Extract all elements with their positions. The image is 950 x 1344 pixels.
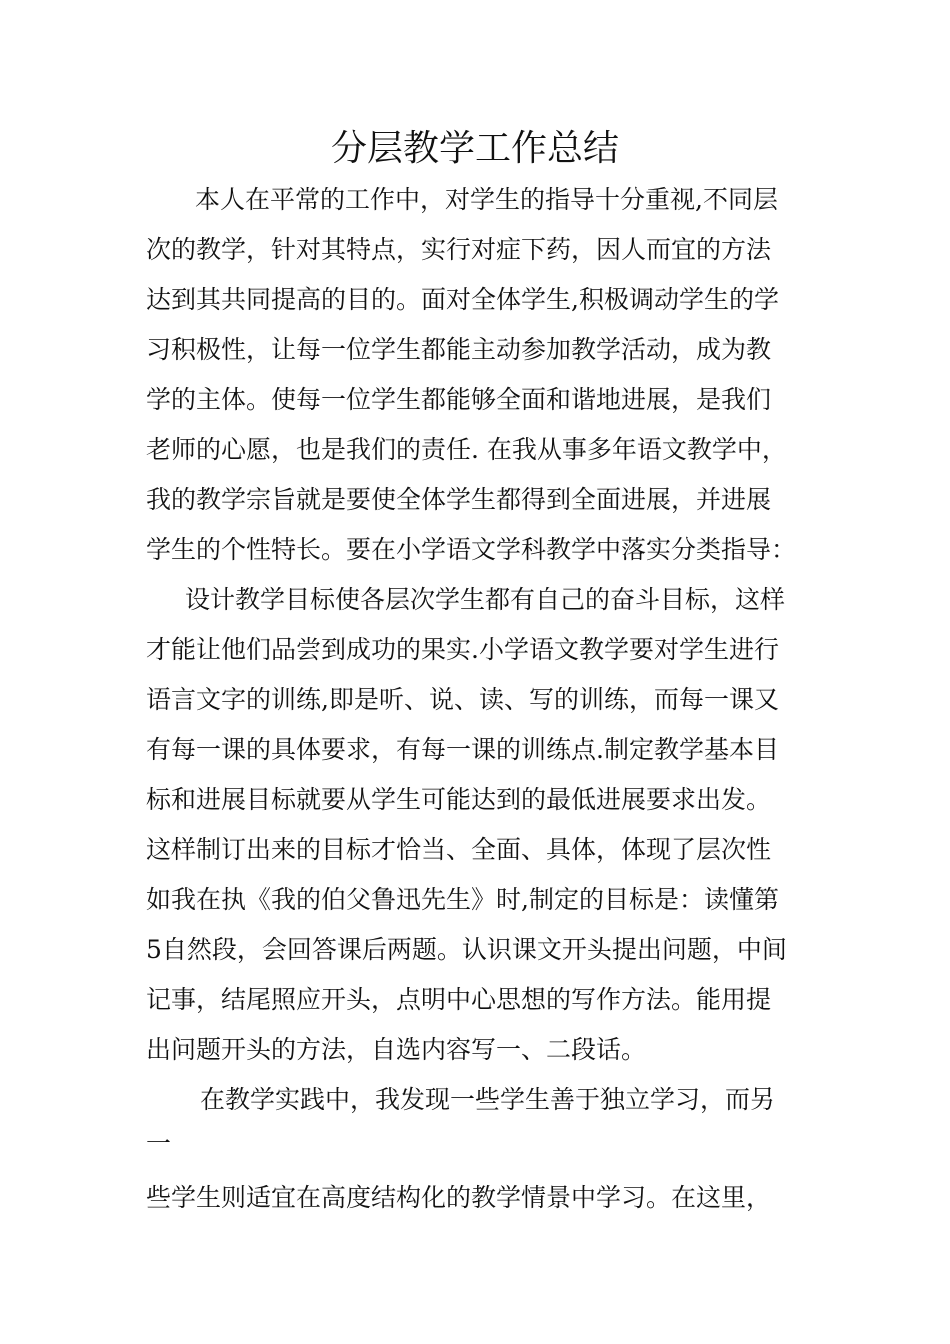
paragraph-line: 语言文字的训练,即是听、说、读、写的训练，而每一课又 (146, 685, 779, 714)
paragraph-line: 些学生则适宜在高度结构化的教学情景中学习。在这里， (146, 1183, 772, 1212)
paragraph-line: 我的教学宗旨就是要使全体学生都得到全面进展，并进展 (146, 485, 772, 514)
paragraph-line: 本人在平常的工作中，对学生的指导十分重视,不同层 (195, 185, 778, 214)
paragraph-line: 学的主体。使每一位学生都能够全面和谐地进展，是我们 (146, 385, 772, 414)
paragraph-line: 记事，结尾照应开头，点明中心思想的写作方法。能用提 (146, 985, 772, 1014)
paragraph-line: 才能让他们品尝到成功的果实.小学语文教学要对学生进行 (146, 635, 779, 664)
paragraph-line: 老师的心愿，也是我们的责任. 在我从事多年语文教学中， (146, 435, 787, 464)
paragraph-line: 出问题开头的方法，自选内容写一、二段话。 (146, 1035, 647, 1064)
paragraph-line: 有每一课的具体要求，有每一课的训练点.制定教学基本目 (146, 735, 779, 764)
paragraph-line: 标和进展目标就要从学生可能达到的最低进展要求出发。 (146, 785, 772, 814)
paragraph-line: 如我在执《我的伯父鲁迅先生》时,制定的目标是：读懂第 (146, 885, 779, 914)
paragraph-line: 这样制订出来的目标才恰当、全面、具体，体现了层次性 (146, 835, 772, 864)
paragraph-line: 设计教学目标使各层次学生都有自己的奋斗目标，这样 (185, 585, 786, 614)
paragraph-line: 5自然段，会回答课后两题。认识课文开头提出问题，中间 (146, 935, 787, 964)
paragraph-line: 在教学实践中，我发现一些学生善于独立学习，而另 (200, 1085, 776, 1114)
paragraph-line: 次的教学，针对其特点，实行对症下药，因人而宜的方法 (146, 235, 772, 264)
paragraph-line: 达到其共同提高的目的。面对全体学生,积极调动学生的学 (146, 285, 779, 314)
paragraph-line: 学生的个性特长。要在小学语文学科教学中落实分类指导： (146, 535, 797, 564)
paragraph-line: 习积极性，让每一位学生都能主动参加教学活动，成为教 (146, 335, 772, 364)
paragraph-line: 一 (146, 1129, 172, 1158)
document-title: 分层教学工作总结 (330, 128, 619, 169)
